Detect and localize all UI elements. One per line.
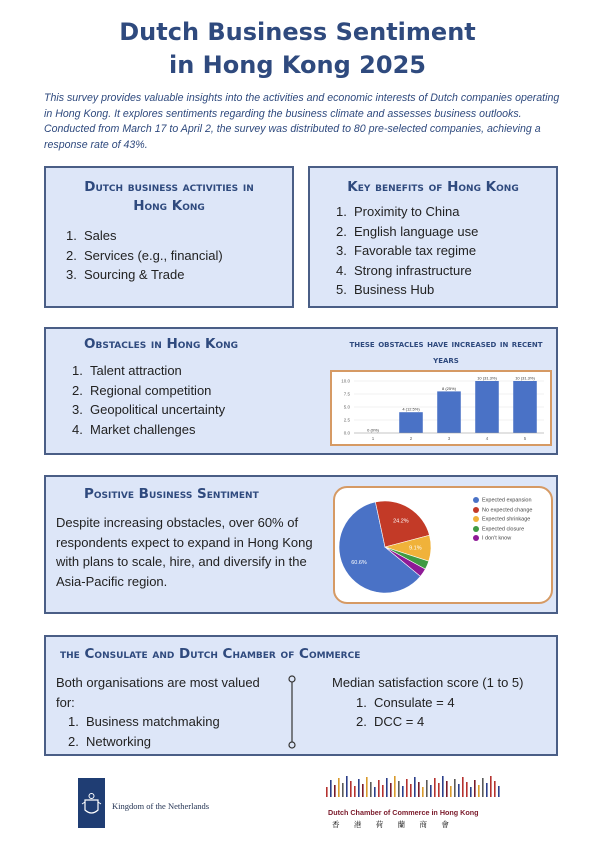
y-tick-label: 0.0 [343, 430, 350, 436]
legend-swatch [473, 497, 479, 503]
logo-stripe [434, 778, 436, 797]
logo-stripe [450, 786, 452, 797]
logo-stripe [338, 778, 340, 797]
list-item: 1. Business matchmaking [68, 714, 220, 729]
obstacles-title: Obstacles in Hong Kong [84, 336, 239, 352]
logo-stripe [326, 787, 328, 797]
bar-data-label: 4 (12.5%) [402, 406, 420, 412]
logo-stripe [358, 779, 360, 797]
x-tick-label: 1 [371, 436, 375, 441]
logo-stripe [374, 787, 376, 797]
legend-label: Expected closure [482, 525, 525, 532]
dcc-logo [326, 775, 526, 831]
coat-of-arms-icon [78, 778, 105, 828]
logo-stripe [438, 783, 440, 797]
activities-title: Dutch business activities in Hong Kong [84, 179, 254, 214]
x-tick-label: 4 [485, 436, 489, 441]
legend-item [473, 535, 511, 541]
legend-swatch [473, 526, 479, 532]
logo-stripe [426, 780, 428, 797]
intro-text: This survey provides valuable insights into the activities and economic interests of Dutch companies operating in Hong Kong. It explores sentiments regarding the business climate and assesses business outlooks. Conducted from March 17 to April 2, the survey was distributed to 80 pre-selected companies, achieving a response rate of 43%. [44, 92, 560, 151]
legend-item [473, 516, 530, 522]
legend-swatch [473, 516, 479, 522]
activities-list [66, 226, 292, 285]
benefits-box [308, 166, 558, 308]
logo-stripe [366, 777, 368, 797]
y-tick-label: 10.0 [341, 378, 350, 384]
consulate-left-text: Both organisations are most valued for: [56, 675, 260, 710]
logo-stripe [470, 787, 472, 797]
x-tick-label: 5 [523, 436, 527, 441]
logo-stripe [370, 782, 372, 797]
activities-box [44, 166, 294, 308]
list-item: 1. Consulate = 4 [356, 694, 455, 710]
bar-data-label: 0 (0%) [367, 427, 379, 433]
list-item: 2. Services (e.g., financial) [66, 247, 223, 263]
logo-stripe [362, 784, 364, 797]
consulate-left [56, 673, 266, 751]
pie-data-label: 9.1% [409, 545, 422, 552]
logo-stripe [490, 776, 492, 797]
legend-item [473, 497, 532, 503]
legend-item [473, 526, 524, 532]
consulate-box [44, 635, 558, 756]
title-line-2: in Hong Kong 2025 [169, 51, 426, 79]
logo-stripe [382, 785, 384, 797]
dcc-logo-text: Dutch Chamber of Commerce in Hong Kong [328, 808, 479, 817]
y-tick-label: 7.5 [343, 391, 350, 397]
sentiment-text: Despite increasing obstacles, over 60% of respondents expect to expand in Hong Kong with plans to scale, hire, and diversify in the Asia-Pacific region. [56, 515, 313, 589]
bar [513, 381, 537, 433]
logo-stripe [354, 786, 356, 797]
list-item: 2. DCC = 4 [356, 714, 425, 729]
logo-stripe [398, 781, 400, 797]
title-line-1: Dutch Business Sentiment [119, 18, 476, 46]
list-item: 4. Strong infrastructure [336, 262, 472, 278]
list-item: 2. Regional competition [72, 382, 212, 398]
obstacles-list [72, 361, 225, 439]
logo-stripe [482, 778, 484, 797]
divider-line [286, 675, 298, 749]
legend-label: No expected change [482, 506, 533, 513]
bar-chart-svg [332, 372, 550, 444]
page-title [0, 16, 595, 82]
logo-stripe [462, 777, 464, 797]
logo-stripe [334, 785, 336, 797]
valued-list [68, 712, 266, 751]
legend-item [473, 507, 532, 513]
logo-stripe [342, 783, 344, 797]
logo-stripe [346, 776, 348, 797]
logo-stripe [402, 786, 404, 797]
y-tick-label: 5.0 [343, 404, 350, 410]
netherlands-logo-text: Kingdom of the Netherlands [112, 801, 210, 811]
logo-stripe [350, 781, 352, 797]
logo-stripe [486, 783, 488, 797]
obstacles-chart-heading: these obstacles have increased in recent years [349, 339, 543, 366]
logo-stripe [454, 779, 456, 797]
list-item: 1. Proximity to China [336, 204, 460, 219]
list-item: 2. Networking [68, 733, 152, 749]
logo-stripe [330, 780, 332, 797]
list-item: 1. Talent attraction [72, 363, 182, 378]
logo-stripe [386, 778, 388, 797]
bar [475, 381, 499, 433]
benefits-title: Key benefits of Hong Kong [347, 179, 519, 195]
logo-stripe [474, 780, 476, 797]
logo-stripe [378, 780, 380, 797]
x-tick-label: 2 [409, 436, 413, 441]
legend-label: Expected shrinkage [482, 516, 531, 523]
logo-stripe [478, 785, 480, 797]
netherlands-logo [78, 778, 228, 828]
legend-label: Expected expansion [482, 497, 532, 504]
dcc-chinese-text: 香 港 荷 蘭 商 會 [332, 820, 455, 829]
bar [437, 391, 461, 433]
logo-stripe [390, 783, 392, 797]
logo-stripe [446, 781, 448, 797]
pie-data-label: 60.6% [351, 560, 367, 567]
logo-stripe [494, 781, 496, 797]
bar [399, 412, 423, 433]
satisfaction-list [356, 693, 542, 732]
logo-stripe [498, 786, 500, 797]
logo-stripe [430, 785, 432, 797]
logo-stripe [442, 776, 444, 797]
list-item: 1. Sales [66, 228, 117, 243]
bar-data-label: 10 (31.3%) [515, 375, 535, 381]
bar-data-label: 8 (25%) [441, 385, 457, 391]
logo-stripe [466, 782, 468, 797]
consulate-right [332, 673, 542, 732]
x-tick-label: 3 [447, 436, 451, 441]
list-item: 4. Market challenges [72, 421, 196, 437]
benefits-list [336, 202, 556, 300]
logo-stripe [406, 779, 408, 797]
bar-data-label: 10 (31.3%) [477, 375, 497, 381]
obstacles-bar-chart [330, 370, 552, 446]
logo-stripe [394, 776, 396, 797]
y-tick-label: 2.5 [343, 417, 350, 423]
logo-stripe [422, 787, 424, 797]
list-item: 3. Geopolitical uncertainty [72, 402, 226, 417]
list-item: 3. Sourcing & Trade [66, 267, 185, 282]
logo-stripe [414, 777, 416, 797]
legend-swatch [473, 535, 479, 541]
pie-data-label: 24.2% [393, 518, 409, 525]
list-item: 2. English language use [336, 223, 479, 239]
pie-legend [335, 488, 551, 602]
consulate-title: the Consulate and Dutch Chamber of Commerce [60, 646, 361, 662]
consulate-right-text: Median satisfaction score (1 to 5) [332, 675, 524, 690]
list-item: 3. Favorable tax regime [336, 243, 477, 258]
logo-stripe [418, 782, 420, 797]
logo-stripe [458, 784, 460, 797]
legend-label: I don't know [482, 535, 512, 542]
list-item: 5. Business Hub [336, 282, 435, 297]
sentiment-pie-chart [333, 486, 553, 604]
sentiment-title: Positive Business Sentiment [84, 486, 259, 502]
logo-stripe [410, 784, 412, 797]
dcc-barcode-icon [326, 775, 506, 797]
legend-swatch [473, 507, 479, 513]
